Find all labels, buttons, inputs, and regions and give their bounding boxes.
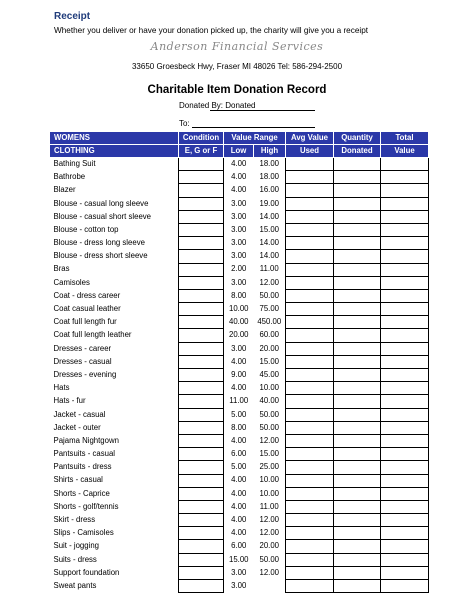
table-row xyxy=(50,382,429,395)
condition-cell[interactable] xyxy=(179,553,224,566)
avg-value-cell[interactable] xyxy=(286,223,334,236)
item-label: Blazer xyxy=(53,185,76,195)
high-value: 12.00 xyxy=(259,277,279,287)
total-value-cell[interactable] xyxy=(381,461,429,474)
low-value: 4.00 xyxy=(231,159,247,169)
high-value: 20.00 xyxy=(259,343,279,353)
table-header-row-1 xyxy=(50,132,429,145)
item-label: Dresses - evening xyxy=(53,369,117,379)
item-label: Pantsuits - dress xyxy=(53,462,112,472)
low-value: 3.00 xyxy=(231,343,247,353)
item-label: Shorts - golf/tennis xyxy=(53,501,119,511)
avg-value-cell[interactable] xyxy=(286,184,334,197)
low-value: 4.00 xyxy=(231,488,247,498)
low-value: 2.00 xyxy=(231,264,247,274)
item-label: Bathrobe xyxy=(53,172,86,182)
total-value-cell[interactable] xyxy=(381,382,429,395)
condition-cell[interactable] xyxy=(179,355,224,368)
low-value: 8.00 xyxy=(231,422,247,432)
condition-cell[interactable] xyxy=(179,329,224,342)
total-value-cell[interactable] xyxy=(381,421,429,434)
quantity-cell[interactable] xyxy=(334,527,381,540)
high-value: 25.00 xyxy=(259,462,279,472)
low-value: 3.00 xyxy=(231,198,247,208)
total-value-cell[interactable] xyxy=(381,527,429,540)
table-row xyxy=(50,158,429,171)
table-row xyxy=(50,487,429,500)
quantity-cell[interactable] xyxy=(334,461,381,474)
total-value-cell[interactable] xyxy=(381,369,429,382)
high-value: 10.00 xyxy=(259,383,279,393)
high-value: 16.00 xyxy=(259,185,279,195)
condition-cell[interactable] xyxy=(179,395,224,408)
total-value-cell[interactable] xyxy=(381,553,429,566)
total-value-cell[interactable] xyxy=(381,342,429,355)
quantity-cell[interactable] xyxy=(334,158,381,171)
receipt-subtitle: Whether you deliver or have your donation picked up, the charity will give you a receipt xyxy=(54,26,369,35)
quantity-cell[interactable] xyxy=(334,553,381,566)
quantity-cell[interactable] xyxy=(334,316,381,329)
header-condition: Condition xyxy=(179,132,224,145)
low-value: 5.00 xyxy=(231,409,247,419)
item-label: Support foundation xyxy=(53,567,120,577)
total-value-cell[interactable] xyxy=(381,171,429,184)
high-value: 19.00 xyxy=(259,198,279,208)
avg-value-cell[interactable] xyxy=(286,487,334,500)
table-row xyxy=(50,329,429,342)
low-value: 4.00 xyxy=(231,172,247,182)
item-label: Skirt - dress xyxy=(53,515,96,525)
high-value: 14.00 xyxy=(259,251,279,261)
item-label: Slips - Camisoles xyxy=(53,528,114,538)
quantity-cell[interactable] xyxy=(334,303,381,316)
condition-cell[interactable] xyxy=(179,421,224,434)
condition-cell[interactable] xyxy=(179,540,224,553)
condition-cell[interactable] xyxy=(179,566,224,579)
quantity-cell[interactable] xyxy=(334,382,381,395)
table-row xyxy=(50,184,429,197)
low-value: 6.00 xyxy=(231,541,247,551)
low-value: 3.00 xyxy=(231,567,247,577)
condition-cell[interactable] xyxy=(179,342,224,355)
low-value: 10.00 xyxy=(228,304,249,314)
condition-cell[interactable] xyxy=(179,474,224,487)
item-label: Coat - dress career xyxy=(53,290,121,300)
low-value: 4.00 xyxy=(231,185,247,195)
header-quantity: Quantity xyxy=(334,132,381,145)
quantity-cell[interactable] xyxy=(334,434,381,447)
total-value-cell[interactable] xyxy=(381,263,429,276)
item-label: Suits - dress xyxy=(53,554,97,564)
avg-value-cell[interactable] xyxy=(286,197,334,210)
table-row xyxy=(50,223,429,236)
item-label: Blouse - cotton top xyxy=(53,224,119,234)
donated-by-label: Donated By: Donated xyxy=(179,101,256,110)
low-value: 4.00 xyxy=(231,501,247,511)
donated-by-field[interactable] xyxy=(210,110,315,111)
donation-table xyxy=(49,131,429,593)
table-row xyxy=(50,171,429,184)
high-value: 12.00 xyxy=(259,567,279,577)
condition-cell[interactable] xyxy=(179,514,224,527)
quantity-cell[interactable] xyxy=(334,342,381,355)
total-value-cell[interactable] xyxy=(381,329,429,342)
low-value: 3.00 xyxy=(231,211,247,221)
item-label: Coat full length leather xyxy=(53,330,132,340)
high-value: 15.00 xyxy=(259,449,279,459)
quantity-cell[interactable] xyxy=(334,171,381,184)
low-value: 9.00 xyxy=(231,369,247,379)
header-total: Total xyxy=(381,132,429,145)
quantity-cell[interactable] xyxy=(334,263,381,276)
quantity-cell[interactable] xyxy=(334,421,381,434)
low-value: 5.00 xyxy=(231,462,247,472)
total-value-cell[interactable] xyxy=(381,500,429,513)
high-value: 50.00 xyxy=(259,554,279,564)
avg-value-cell[interactable] xyxy=(286,580,334,593)
low-value: 4.00 xyxy=(231,528,247,538)
header-value-range: Value Range xyxy=(224,132,286,145)
table-row xyxy=(50,408,429,421)
avg-value-cell[interactable] xyxy=(286,158,334,171)
header-clothing: CLOTHING xyxy=(50,145,179,158)
table-row xyxy=(50,421,429,434)
total-value-cell[interactable] xyxy=(381,487,429,500)
quantity-cell[interactable] xyxy=(334,289,381,302)
total-value-cell[interactable] xyxy=(381,237,429,250)
table-row xyxy=(50,566,429,579)
quantity-cell[interactable] xyxy=(334,184,381,197)
table-row xyxy=(50,448,429,461)
table-row xyxy=(50,369,429,382)
avg-value-cell[interactable] xyxy=(286,448,334,461)
header-egf: E, G or F xyxy=(179,145,224,158)
low-value: 20.00 xyxy=(228,330,249,340)
table-row xyxy=(50,303,429,316)
item-label: Bathing Suit xyxy=(53,159,96,169)
table-row xyxy=(50,250,429,263)
avg-value-cell[interactable] xyxy=(286,210,334,223)
table-row xyxy=(50,342,429,355)
condition-cell[interactable] xyxy=(179,171,224,184)
avg-value-cell[interactable] xyxy=(286,250,334,263)
to-field[interactable] xyxy=(192,127,315,128)
item-label: Pajama Nightgown xyxy=(53,435,119,445)
total-value-cell[interactable] xyxy=(381,580,429,593)
high-value: 18.00 xyxy=(259,159,279,169)
low-value: 15.00 xyxy=(228,554,249,564)
quantity-cell[interactable] xyxy=(334,580,381,593)
high-value: 15.00 xyxy=(259,356,279,366)
table-row xyxy=(50,263,429,276)
avg-value-cell[interactable] xyxy=(286,303,334,316)
quantity-cell[interactable] xyxy=(334,448,381,461)
condition-cell[interactable] xyxy=(179,158,224,171)
company-logo-text: Anderson Financial Services xyxy=(150,40,324,53)
high-value: 11.00 xyxy=(259,264,279,274)
avg-value-cell[interactable] xyxy=(286,553,334,566)
low-value: 40.00 xyxy=(228,317,249,327)
page-title: Charitable Item Donation Record xyxy=(147,84,327,96)
table-row xyxy=(50,434,429,447)
quantity-cell[interactable] xyxy=(334,514,381,527)
low-value: 11.00 xyxy=(229,396,249,406)
item-label: Blouse - dress long sleeve xyxy=(53,238,145,248)
high-value: 60.00 xyxy=(259,330,279,340)
quantity-cell[interactable] xyxy=(334,487,381,500)
total-value-cell[interactable] xyxy=(381,303,429,316)
avg-value-cell[interactable] xyxy=(286,355,334,368)
high-value: 10.00 xyxy=(259,488,279,498)
avg-value-cell[interactable] xyxy=(286,514,334,527)
quantity-cell[interactable] xyxy=(334,250,381,263)
high-value: 45.00 xyxy=(259,369,279,379)
item-label: Coat casual leather xyxy=(53,304,121,314)
total-value-cell[interactable] xyxy=(381,289,429,302)
quantity-cell[interactable] xyxy=(334,500,381,513)
avg-value-cell[interactable] xyxy=(286,316,334,329)
table-row xyxy=(50,580,429,593)
quantity-cell[interactable] xyxy=(334,369,381,382)
avg-value-cell[interactable] xyxy=(286,395,334,408)
table-row xyxy=(50,395,429,408)
low-value: 6.00 xyxy=(231,449,247,459)
item-label: Pantsuits - casual xyxy=(53,449,116,459)
condition-cell[interactable] xyxy=(179,303,224,316)
condition-cell[interactable] xyxy=(179,408,224,421)
condition-cell[interactable] xyxy=(179,527,224,540)
item-label: Jacket - outer xyxy=(53,422,101,432)
avg-value-cell[interactable] xyxy=(286,263,334,276)
table-row xyxy=(50,540,429,553)
high-value: 12.00 xyxy=(259,435,279,445)
high-value: 50.00 xyxy=(259,409,279,419)
item-label: Shorts - Caprice xyxy=(53,488,110,498)
table-row xyxy=(50,514,429,527)
high-value: 12.00 xyxy=(259,528,279,538)
total-value-cell[interactable] xyxy=(381,514,429,527)
quantity-cell[interactable] xyxy=(334,474,381,487)
receipt-title: Receipt xyxy=(54,11,91,22)
high-value: 11.00 xyxy=(259,501,279,511)
total-value-cell[interactable] xyxy=(381,408,429,421)
quantity-cell[interactable] xyxy=(334,395,381,408)
high-value: 15.00 xyxy=(259,224,279,234)
item-label: Blouse - casual short sleeve xyxy=(53,211,152,221)
low-value: 3.00 xyxy=(231,238,247,248)
item-label: Blouse - dress short sleeve xyxy=(53,251,148,261)
low-value: 4.00 xyxy=(231,383,247,393)
high-value: 10.00 xyxy=(259,475,279,485)
high-value: 40.00 xyxy=(259,396,279,406)
header-value: Value xyxy=(381,145,429,158)
item-label: Jacket - casual xyxy=(53,409,106,419)
low-value: 8.00 xyxy=(231,290,247,300)
total-value-cell[interactable] xyxy=(381,184,429,197)
item-label: Shirts - casual xyxy=(53,475,103,485)
table-row xyxy=(50,276,429,289)
table-row xyxy=(50,461,429,474)
high-value: 14.00 xyxy=(259,211,279,221)
low-value: 4.00 xyxy=(231,475,247,485)
avg-value-cell[interactable] xyxy=(286,329,334,342)
low-value: 3.00 xyxy=(231,580,247,590)
low-value: 4.00 xyxy=(231,435,247,445)
condition-cell[interactable] xyxy=(179,434,224,447)
avg-value-cell[interactable] xyxy=(286,474,334,487)
low-value: 3.00 xyxy=(231,251,247,261)
total-value-cell[interactable] xyxy=(381,474,429,487)
high-value: 14.00 xyxy=(259,238,279,248)
condition-cell[interactable] xyxy=(179,369,224,382)
to-label: To: xyxy=(179,119,190,128)
low-value: 4.00 xyxy=(231,356,247,366)
avg-value-cell[interactable] xyxy=(286,369,334,382)
header-low: Low xyxy=(224,145,254,158)
high-value: 18.00 xyxy=(259,172,279,182)
quantity-cell[interactable] xyxy=(334,566,381,579)
condition-cell[interactable] xyxy=(179,487,224,500)
table-row xyxy=(50,316,429,329)
header-womens: WOMENS xyxy=(50,132,179,145)
header-used: Used xyxy=(286,145,334,158)
avg-value-cell[interactable] xyxy=(286,540,334,553)
quantity-cell[interactable] xyxy=(334,197,381,210)
high-value: 50.00 xyxy=(259,422,279,432)
total-value-cell[interactable] xyxy=(381,158,429,171)
table-row xyxy=(50,197,429,210)
avg-value-cell[interactable] xyxy=(286,408,334,421)
table-row xyxy=(50,355,429,368)
item-label: Blouse - casual long sleeve xyxy=(53,198,149,208)
header-donated: Donated xyxy=(334,145,381,158)
total-value-cell[interactable] xyxy=(381,540,429,553)
high-value: 450.00 xyxy=(257,317,282,327)
table-row xyxy=(50,500,429,513)
low-value: 3.00 xyxy=(231,277,247,287)
avg-value-cell[interactable] xyxy=(286,434,334,447)
condition-cell[interactable] xyxy=(179,316,224,329)
high-value: 75.00 xyxy=(259,304,279,314)
low-value: 3.00 xyxy=(231,224,247,234)
condition-cell[interactable] xyxy=(179,461,224,474)
item-label: Camisoles xyxy=(53,277,90,287)
quantity-cell[interactable] xyxy=(334,329,381,342)
quantity-cell[interactable] xyxy=(334,210,381,223)
table-row xyxy=(50,210,429,223)
quantity-cell[interactable] xyxy=(334,355,381,368)
table-row xyxy=(50,474,429,487)
avg-value-cell[interactable] xyxy=(286,500,334,513)
total-value-cell[interactable] xyxy=(381,197,429,210)
item-label: Dresses - career xyxy=(53,343,112,353)
total-value-cell[interactable] xyxy=(381,434,429,447)
table-row xyxy=(50,237,429,250)
header-avg-value: Avg Value xyxy=(286,132,334,145)
table-header-row-2 xyxy=(50,145,429,158)
quantity-cell[interactable] xyxy=(334,540,381,553)
quantity-cell[interactable] xyxy=(334,276,381,289)
avg-value-cell[interactable] xyxy=(286,566,334,579)
high-value xyxy=(254,580,286,593)
table-row xyxy=(50,289,429,302)
total-value-cell[interactable] xyxy=(381,276,429,289)
condition-cell[interactable] xyxy=(179,580,224,593)
total-value-cell[interactable] xyxy=(381,448,429,461)
avg-value-cell[interactable] xyxy=(286,421,334,434)
company-address: 33650 Groesbeck Hwy, Fraser MI 48026 Tel: 586-294-2500 xyxy=(131,62,343,71)
item-label: Hats xyxy=(53,383,70,393)
avg-value-cell[interactable] xyxy=(286,461,334,474)
high-value: 50.00 xyxy=(259,290,279,300)
quantity-cell[interactable] xyxy=(334,223,381,236)
item-label: Coat full length fur xyxy=(53,317,117,327)
high-value: 20.00 xyxy=(259,541,279,551)
item-label: Hats - fur xyxy=(53,396,86,406)
avg-value-cell[interactable] xyxy=(286,382,334,395)
header-high: High xyxy=(254,145,286,158)
total-value-cell[interactable] xyxy=(381,250,429,263)
condition-cell[interactable] xyxy=(179,263,224,276)
quantity-cell[interactable] xyxy=(334,237,381,250)
total-value-cell[interactable] xyxy=(381,566,429,579)
condition-cell[interactable] xyxy=(179,276,224,289)
condition-cell[interactable] xyxy=(179,500,224,513)
low-value: 4.00 xyxy=(231,515,247,525)
avg-value-cell[interactable] xyxy=(286,289,334,302)
quantity-cell[interactable] xyxy=(334,408,381,421)
high-value: 12.00 xyxy=(259,515,279,525)
item-label: Suit - jogging xyxy=(53,541,100,551)
avg-value-cell[interactable] xyxy=(286,342,334,355)
item-label: Sweat pants xyxy=(53,580,97,590)
item-label: Dresses - casual xyxy=(53,356,112,366)
condition-cell[interactable] xyxy=(179,237,224,250)
condition-cell[interactable] xyxy=(179,197,224,210)
avg-value-cell[interactable] xyxy=(286,237,334,250)
total-value-cell[interactable] xyxy=(381,316,429,329)
condition-cell[interactable] xyxy=(179,289,224,302)
avg-value-cell[interactable] xyxy=(286,527,334,540)
total-value-cell[interactable] xyxy=(381,210,429,223)
total-value-cell[interactable] xyxy=(381,395,429,408)
avg-value-cell[interactable] xyxy=(286,276,334,289)
condition-cell[interactable] xyxy=(179,184,224,197)
condition-cell[interactable] xyxy=(179,223,224,236)
total-value-cell[interactable] xyxy=(381,223,429,236)
avg-value-cell[interactable] xyxy=(286,171,334,184)
table-row xyxy=(50,553,429,566)
table-row xyxy=(50,527,429,540)
condition-cell[interactable] xyxy=(179,210,224,223)
total-value-cell[interactable] xyxy=(381,355,429,368)
condition-cell[interactable] xyxy=(179,448,224,461)
item-label: Bras xyxy=(53,264,70,274)
condition-cell[interactable] xyxy=(179,382,224,395)
condition-cell[interactable] xyxy=(179,250,224,263)
